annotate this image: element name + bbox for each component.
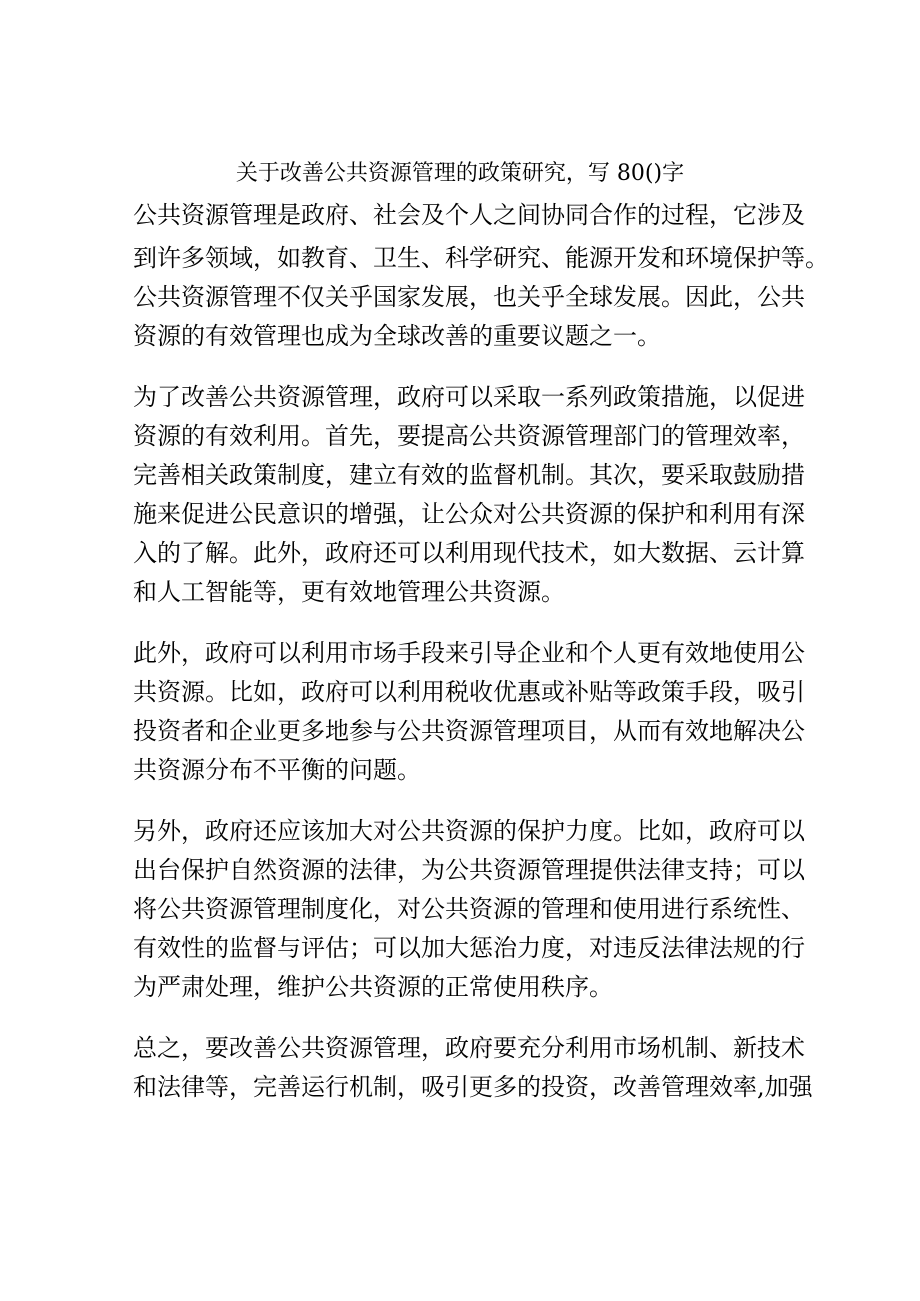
paragraph-1-line-1: 公共资源管理是政府、社会及个人之间协同合作的过程，它涉及 [133,201,805,229]
paragraph-5-line-1: 总之，要改善公共资源管理，政府要充分利用市场机制、新技术 [133,1034,805,1062]
paragraph-4-line-2: 出台保护自然资源的法律，为公共资源管理提供法律支持；可以 [133,856,805,884]
document-title: 关于改善公共资源管理的政策研究，写 80()字 [235,161,685,186]
paragraph-3-line-4: 共资源分布不平衡的问题。 [133,756,421,784]
paragraph-3-line-2: 共资源。比如，政府可以利用税收优惠或补贴等政策手段，吸引 [133,678,805,706]
paragraph-2-line-2: 资源的有效利用。首先，要提高公共资源管理部门的管理效率， [133,422,805,450]
paragraph-3-line-3: 投资者和企业更多地参与公共资源管理项目，从而有效地解决公 [133,717,805,745]
paragraph-1-line-2: 到许多领域，如教育、卫生、科学研究、能源开发和环境保护等。 [133,244,829,272]
paragraph-2-line-4: 施来促进公民意识的增强，让公众对公共资源的保护和利用有深 [133,500,805,528]
paragraph-4-line-4: 有效性的监督与评估；可以加大惩治力度，对违反法律法规的行 [133,934,805,962]
paragraph-1-line-3: 公共资源管理不仅关乎国家发展，也关乎全球发展。因此，公共 [133,283,805,311]
paragraph-3-line-1: 此外，政府可以利用市场手段来引导企业和个人更有效地使用公 [133,639,805,667]
paragraph-5-line-2: 和法律等，完善运行机制，吸引更多的投资，改善管理效率,加强 [133,1073,813,1101]
paragraph-2-line-6: 和人工智能等，更有效地管理公共资源。 [133,578,565,606]
paragraph-2-line-3: 完善相关政策制度，建立有效的监督机制。其次，要采取鼓励措 [133,461,805,489]
paragraph-2-line-5: 入的了解。此外，政府还可以利用现代技术，如大数据、云计算 [133,539,805,567]
paragraph-4-line-5: 为严肃处理，维护公共资源的正常使用秩序。 [133,973,613,1001]
paragraph-1-line-4: 资源的有效管理也成为全球改善的重要议题之一。 [133,322,661,350]
paragraph-2-line-1: 为了改善公共资源管理，政府可以采取一系列政策措施，以促进 [133,383,805,411]
paragraph-4-line-3: 将公共资源管理制度化，对公共资源的管理和使用进行系统性、 [133,895,805,923]
paragraph-4-line-1: 另外，政府还应该加大对公共资源的保护力度。比如，政府可以 [133,817,805,845]
